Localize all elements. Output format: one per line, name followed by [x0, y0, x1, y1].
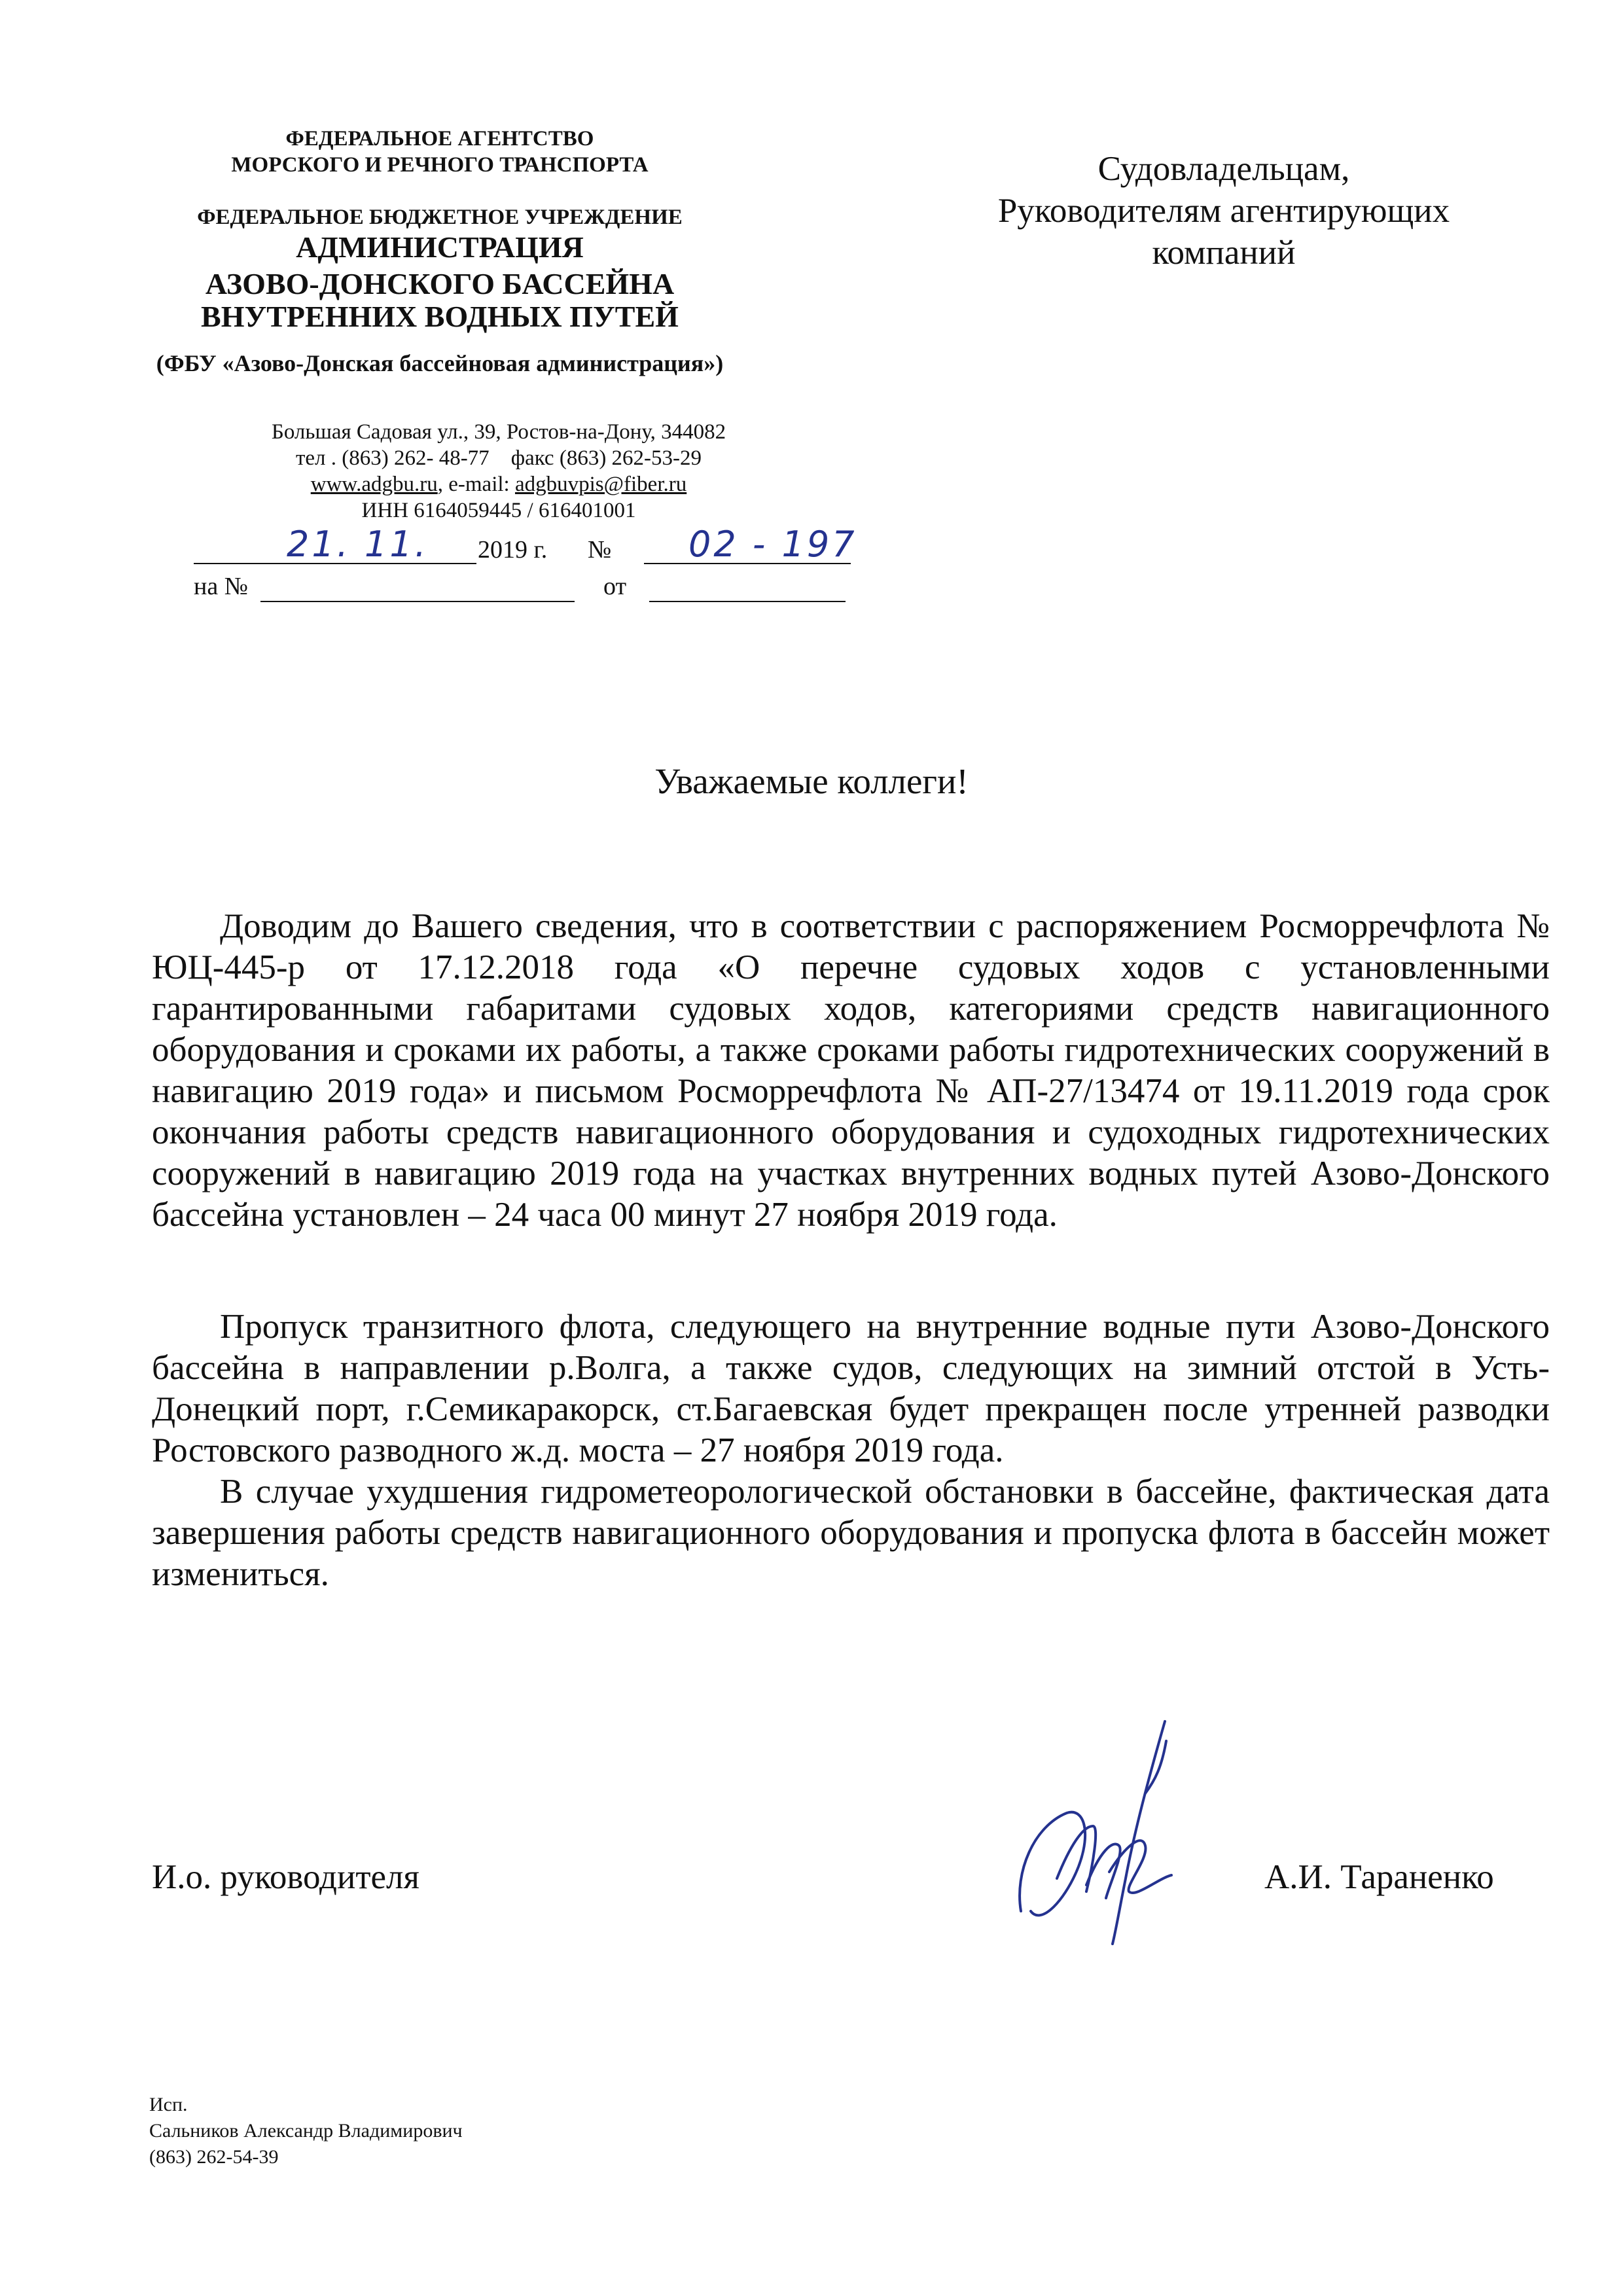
body-paragraph-1: Доводим до Вашего сведения, что в соответствии с распоряжением Росморречфлота № ЮЦ-445-р от 17.12.2018 года «О перечне судовых ходов с установленными гарантированными габаритами судовых ходов, категориями средств навигационного оборудования и сроками их работы, а также сроками работы гидротехнических сооружений в навигацию 2019 года» и письмом Росморречфлота № АП-27/13474 от 19.11.2019 года срок окончания работы средств навигационного оборудования и судоходных гидротехнических сооружений в навигацию 2019 года на участках внутренних водных путей Азово-Донского бассейна установлен – 24 часа 00 минут 27 ноября 2019 года.: [152, 907, 1550, 1234]
executor-label: Исп.: [149, 2094, 188, 2115]
year-suffix: 2019 г.: [478, 536, 548, 564]
body-paragraph-2: Пропуск транзитного флота, следующего на внутренние водные пути Азово-Донского бассейна в направлении р.Волга, а также судов, следующих на зимний отстой в Усть-Донецкий порт, г.Семикаракорск, ст.Багаевская будет прекращен после утренней разводки Ростовского разводного ж.д. моста – 27 ноября 2019 года.: [152, 1308, 1550, 1469]
addressee-line-3: компаний: [1152, 234, 1296, 272]
fax-number: факс (863) 262-53-29: [510, 446, 702, 470]
web-email-line: [178, 473, 819, 497]
number-label: №: [588, 536, 612, 564]
email-link[interactable]: adgbuvpis@fiber.ru: [514, 473, 687, 496]
inn-line: ИНН 6164059445 / 616401001: [361, 499, 636, 522]
handwritten-number: 02 - 197: [688, 524, 857, 565]
email-prefix: , e-mail:: [437, 473, 515, 496]
incoming-from-blank: [649, 601, 846, 602]
agency-line-2: МОРСКОГО И РЕЧНОГО ТРАНСПОРТА: [231, 153, 649, 177]
phone-fax-line: [178, 446, 819, 471]
addressee-line-1: Судовладельцам,: [1097, 150, 1350, 188]
incoming-number-blank: [260, 601, 575, 602]
executor-name: Сальников Александр Владимирович: [149, 2120, 463, 2142]
incoming-from-label: от: [603, 573, 627, 600]
agency-line-1: ФЕДЕРАЛЬНОЕ АГЕНТСТВО: [285, 127, 594, 151]
phone-number: тел . (863) 262- 48-77: [295, 446, 490, 470]
institution-name-line-3: ВНУТРЕННИХ ВОДНЫХ ПУТЕЙ: [201, 300, 679, 333]
institution-short-name: (ФБУ «Азово-Донская бассейновая администрация»): [156, 350, 724, 376]
signatory-position: И.о. руководителя: [152, 1858, 419, 1896]
addressee-line-2: Руководителям агентирующих: [997, 192, 1450, 230]
website-link[interactable]: www.adgbu.ru: [310, 473, 438, 496]
signatory-name: А.И. Тараненко: [1264, 1858, 1494, 1896]
institution-name-line-1: АДМИНИСТРАЦИЯ: [296, 230, 584, 264]
institution-name-line-2: АЗОВО-ДОНСКОГО БАССЕЙНА: [205, 267, 675, 300]
executor-phone: (863) 262-54-39: [149, 2146, 279, 2168]
address-line: Большая Садовая ул., 39, Ростов-на-Дону, 344082: [271, 420, 726, 444]
greeting: Уважаемые коллеги!: [654, 761, 969, 801]
body-paragraph-3: В случае ухудшения гидрометеорологической обстановки в бассейне, фактическая дата завершения работы средств навигационного оборудования и пропуска флота в бассейн может измениться.: [152, 1473, 1550, 1593]
incoming-number-label: на №: [194, 573, 248, 600]
handwritten-signature: [995, 1715, 1191, 1950]
handwritten-date: 21. 11.: [287, 524, 429, 565]
addressee: [969, 148, 1479, 274]
institution-type: ФЕДЕРАЛЬНОЕ БЮДЖЕТНОЕ УЧРЕЖДЕНИЕ: [197, 206, 683, 229]
